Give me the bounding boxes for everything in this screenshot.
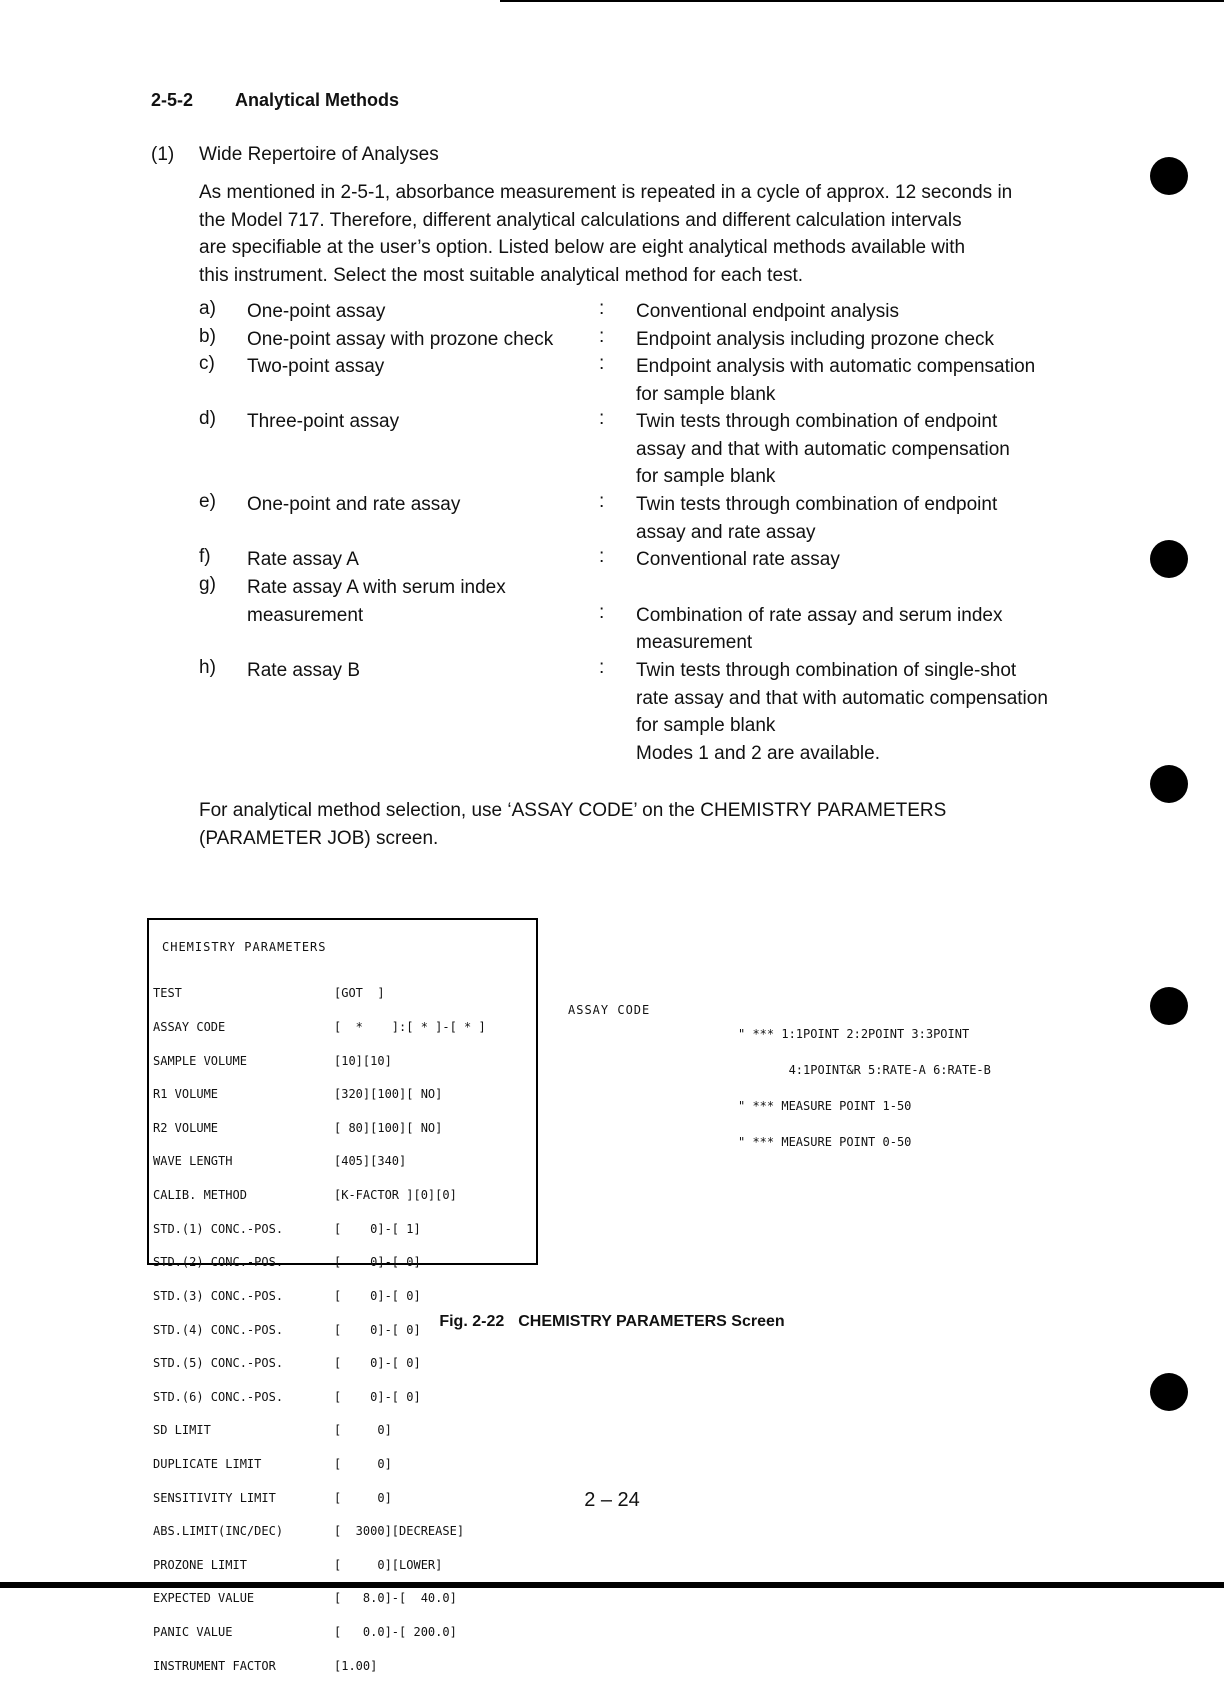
param-label: PROZONE LIMIT — [153, 1557, 247, 1572]
param-value: [ 0]-[ 0] — [334, 1288, 421, 1303]
param-label: DUPLICATE LIMIT — [153, 1456, 262, 1471]
param-label: SD LIMIT — [153, 1423, 211, 1438]
method-description: Combination of rate assay and serum index measurement — [636, 604, 1003, 653]
param-label: STD.(5) CONC.-POS. — [153, 1356, 284, 1371]
param-label: EXPECTED VALUE — [153, 1591, 255, 1606]
assay-code-line: 4:1POINT&R 5:RATE-A 6:RATE-B — [738, 1063, 991, 1077]
method-description: Endpoint analysis with automatic compensation for sample blank — [636, 356, 1036, 405]
param-value: [ 3000][DECREASE] — [334, 1524, 465, 1539]
usage-line: (PARAMETER JOB) screen. — [199, 827, 439, 849]
top-rule — [500, 0, 1224, 2]
intro-line: are specifiable at the user’s option. Listed below are eight analytical methods available with — [199, 237, 966, 258]
intro-line: As mentioned in 2-5-1, absorbance measurement is repeated in a cycle of approx. 12 seconds in — [199, 182, 1013, 203]
method-description: Twin tests through combination of single-shot rate assay and that with automatic compensation for sample blank Modes 1 and 2 are available. — [636, 660, 1048, 764]
param-label: STD.(2) CONC.-POS. — [153, 1255, 284, 1270]
method-letter: c) — [199, 353, 215, 374]
param-label: SENSITIVITY LIMIT — [153, 1490, 276, 1505]
param-label: STD.(4) CONC.-POS. — [153, 1322, 284, 1337]
method-colon: : — [599, 491, 605, 512]
param-label: R1 VOLUME — [153, 1087, 219, 1102]
section-heading — [151, 90, 399, 111]
method-name: Rate assay A — [247, 549, 359, 570]
intro-line: this instrument. Select the most suitable analytical method for each test. — [199, 264, 804, 286]
intro-line: the Model 717. Therefore, different analytical calculations and different calculation intervals — [199, 209, 962, 231]
param-value: [ 0]-[ 1] — [334, 1221, 421, 1236]
param-label: ASSAY CODE — [153, 1020, 226, 1035]
param-value: [ 0] — [334, 1456, 392, 1471]
method-colon: : — [599, 353, 605, 374]
assay-code-line: " *** MEASURE POINT 1-50 — [738, 1099, 912, 1113]
assay-code-line: " *** MEASURE POINT 0-50 — [738, 1135, 912, 1149]
param-label: INSTRUMENT FACTOR — [153, 1658, 276, 1673]
subsection-number: (1) — [151, 144, 175, 165]
assay-code-line: " *** 1:1POINT 2:2POINT 3:3POINT — [738, 1027, 970, 1041]
figure-number: Fig. 2-22 — [439, 1313, 505, 1330]
method-letter: f) — [199, 546, 211, 567]
method-name: One-point assay with prozone check — [247, 328, 554, 350]
usage-line: For analytical method selection, use ‘ASSAY CODE’ on the CHEMISTRY PARAMETERS — [199, 800, 947, 821]
param-value: [GOT ] — [334, 986, 385, 1001]
method-description: Conventional rate assay — [636, 549, 840, 570]
assay-code-label: ASSAY CODE — [568, 1003, 651, 1017]
param-label: STD.(1) CONC.-POS. — [153, 1221, 284, 1236]
method-name: Rate assay A with serum index measurement — [247, 577, 506, 626]
param-label: SAMPLE VOLUME — [153, 1053, 247, 1068]
section-number: 2-5-2 — [151, 90, 194, 110]
assay-code-legend — [738, 1004, 991, 1160]
method-name: One-point assay — [247, 301, 386, 322]
method-description: Conventional endpoint analysis — [636, 301, 900, 322]
param-label: WAVE LENGTH — [153, 1154, 233, 1169]
screen-title: CHEMISTRY PARAMETERS — [162, 940, 327, 954]
method-letter: g) — [199, 574, 216, 595]
punch-hole-4 — [1150, 987, 1188, 1025]
param-value: [ 0] — [334, 1423, 392, 1438]
punch-hole-2 — [1150, 540, 1188, 578]
method-letter: b) — [199, 325, 216, 347]
param-label: R2 VOLUME — [153, 1120, 219, 1135]
method-letter: h) — [199, 657, 216, 678]
method-name: One-point and rate assay — [247, 494, 461, 515]
param-value: [ 0]-[ 0] — [334, 1356, 421, 1371]
section-title: Analytical Methods — [235, 90, 400, 110]
param-value: [405][340] — [334, 1154, 407, 1169]
subsection-heading — [151, 144, 439, 166]
param-value: [ 0][LOWER] — [334, 1557, 443, 1572]
param-value: [10][10] — [334, 1053, 392, 1068]
intro-paragraph — [199, 179, 1099, 289]
figure-caption — [0, 1313, 1224, 1331]
param-label: PANIC VALUE — [153, 1624, 233, 1639]
param-value: [ 0.0]-[ 200.0] — [334, 1624, 457, 1639]
param-value: [1.00] — [334, 1658, 378, 1673]
method-colon: : — [599, 298, 605, 319]
method-description: Twin tests through combination of endpoint assay and that with automatic compensation for sample blank — [636, 411, 1010, 487]
param-value: [ * ]:[ * ]-[ * ] — [334, 1020, 486, 1035]
punch-hole-5 — [1150, 1373, 1188, 1411]
method-name: Two-point assay — [247, 356, 385, 377]
method-colon: : — [599, 325, 605, 347]
method-colon: : — [599, 657, 605, 678]
param-label: ABS.LIMIT(INC/DEC) — [153, 1524, 284, 1539]
method-colon: : — [599, 601, 605, 623]
param-value: [320][100][ NO] — [334, 1087, 443, 1102]
page-number: 2 – 24 — [584, 1489, 640, 1511]
param-value: [ 8.0]-[ 40.0] — [334, 1591, 457, 1606]
param-label: STD.(3) CONC.-POS. — [153, 1288, 284, 1303]
param-value: [ 0]-[ 0] — [334, 1255, 421, 1270]
method-colon: : — [599, 408, 605, 429]
param-value: [ 80][100][ NO] — [334, 1120, 443, 1135]
method-name: Three-point assay — [247, 411, 400, 432]
param-label: TEST — [153, 986, 182, 1001]
param-value: [ 0] — [334, 1490, 392, 1505]
subsection-title: Wide Repertoire of Analyses — [199, 144, 439, 165]
param-value: [ 0]-[ 0] — [334, 1389, 421, 1404]
method-description: Twin tests through combination of endpoint assay and rate assay — [636, 494, 998, 543]
method-letter: d) — [199, 408, 216, 429]
punch-hole-1 — [1150, 157, 1188, 195]
method-description: Endpoint analysis including prozone check — [636, 328, 995, 350]
param-label: STD.(6) CONC.-POS. — [153, 1389, 284, 1404]
param-value: [ 0]-[ 0] — [334, 1322, 421, 1337]
method-letter: a) — [199, 298, 216, 319]
usage-paragraph — [199, 797, 1099, 852]
method-colon: : — [599, 546, 605, 567]
method-letter: e) — [199, 491, 216, 512]
param-value: [K-FACTOR ][0][0] — [334, 1188, 457, 1203]
figure-title: CHEMISTRY PARAMETERS Screen — [518, 1313, 785, 1330]
param-label: CALIB. METHOD — [153, 1188, 247, 1203]
punch-hole-3 — [1150, 765, 1188, 803]
method-name: Rate assay B — [247, 660, 360, 681]
